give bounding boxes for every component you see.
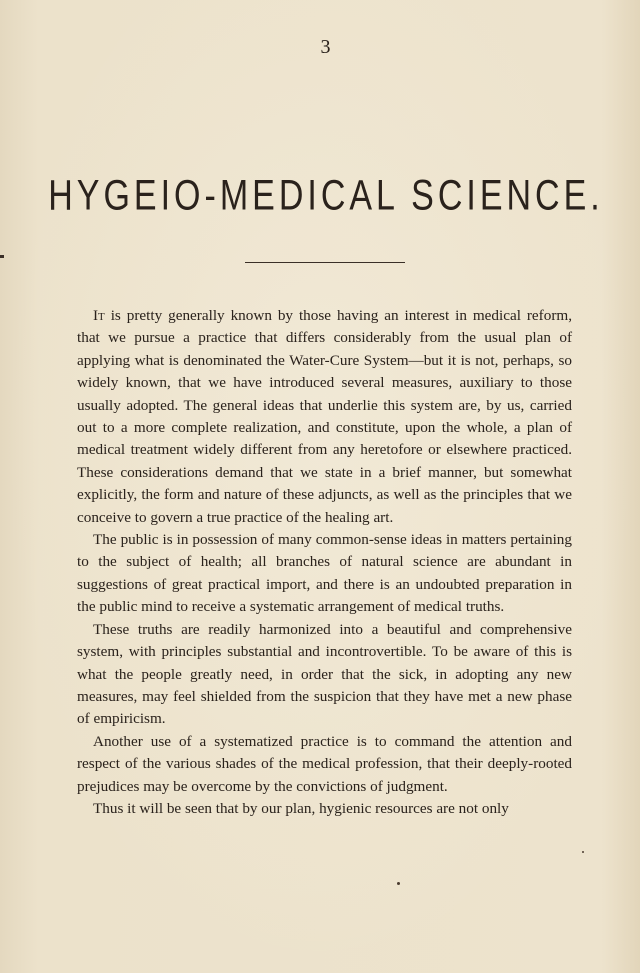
ink-speck bbox=[582, 851, 584, 853]
margin-mark bbox=[0, 255, 4, 258]
paragraph-2: The public is in possession of many common-sense ideas in matters pertaining to the subject of health; all branches of natural science are abundant in suggestions of great practical import, and there is an undoubted preparation in the public mind to receive a systematic arrangement of medical truths. bbox=[77, 531, 572, 616]
page-number: 3 bbox=[320, 36, 332, 58]
paragraph-5: Thus it will be seen that by our plan, hygienic resources are not only bbox=[93, 799, 509, 817]
paragraph-4: Another use of a systematized practice is to command the attention and respect of the various shades of the medical profession, that their deeply-rooted prejudices may be overcome by the convictions of judgment. bbox=[77, 732, 572, 795]
paragraph-1 bbox=[77, 305, 572, 529]
paragraph-lead-word: It bbox=[93, 307, 105, 324]
ink-speck bbox=[397, 882, 400, 885]
chapter-title: HYGEIO-MEDICAL SCIENCE. bbox=[48, 172, 604, 220]
body-text bbox=[77, 305, 572, 820]
title-divider bbox=[245, 262, 405, 263]
paragraph-text: is pretty generally known by those having an interest in medical reform, that we pursue a practice that differs considerably from the usual plan of applying what is denominated the Water-Cure System—but it is not, perhaps, so widely known, that we have introduced several measures, auxiliary to those usually adopted. The general ideas that underlie this system are, by us, carried out to a more complete realization, and constitute, upon the whole, a plan of medical treatment widely different from any heretofore or elsewhere practiced. These considerations demand that we state in a brief manner, but somewhat explicitly, the form and nature of these adjuncts, as well as the principles that we conceive to govern a true practice of the healing art. bbox=[77, 307, 572, 526]
paragraph-3: These truths are readily harmonized into a beautiful and comprehensive system, with principles substantial and incontrovertible. To be aware of this is what the people greatly need, in order that the sick, in adopting any new measures, may feel shielded from the suspicion that they have met a new phase of empiricism. bbox=[77, 620, 572, 728]
